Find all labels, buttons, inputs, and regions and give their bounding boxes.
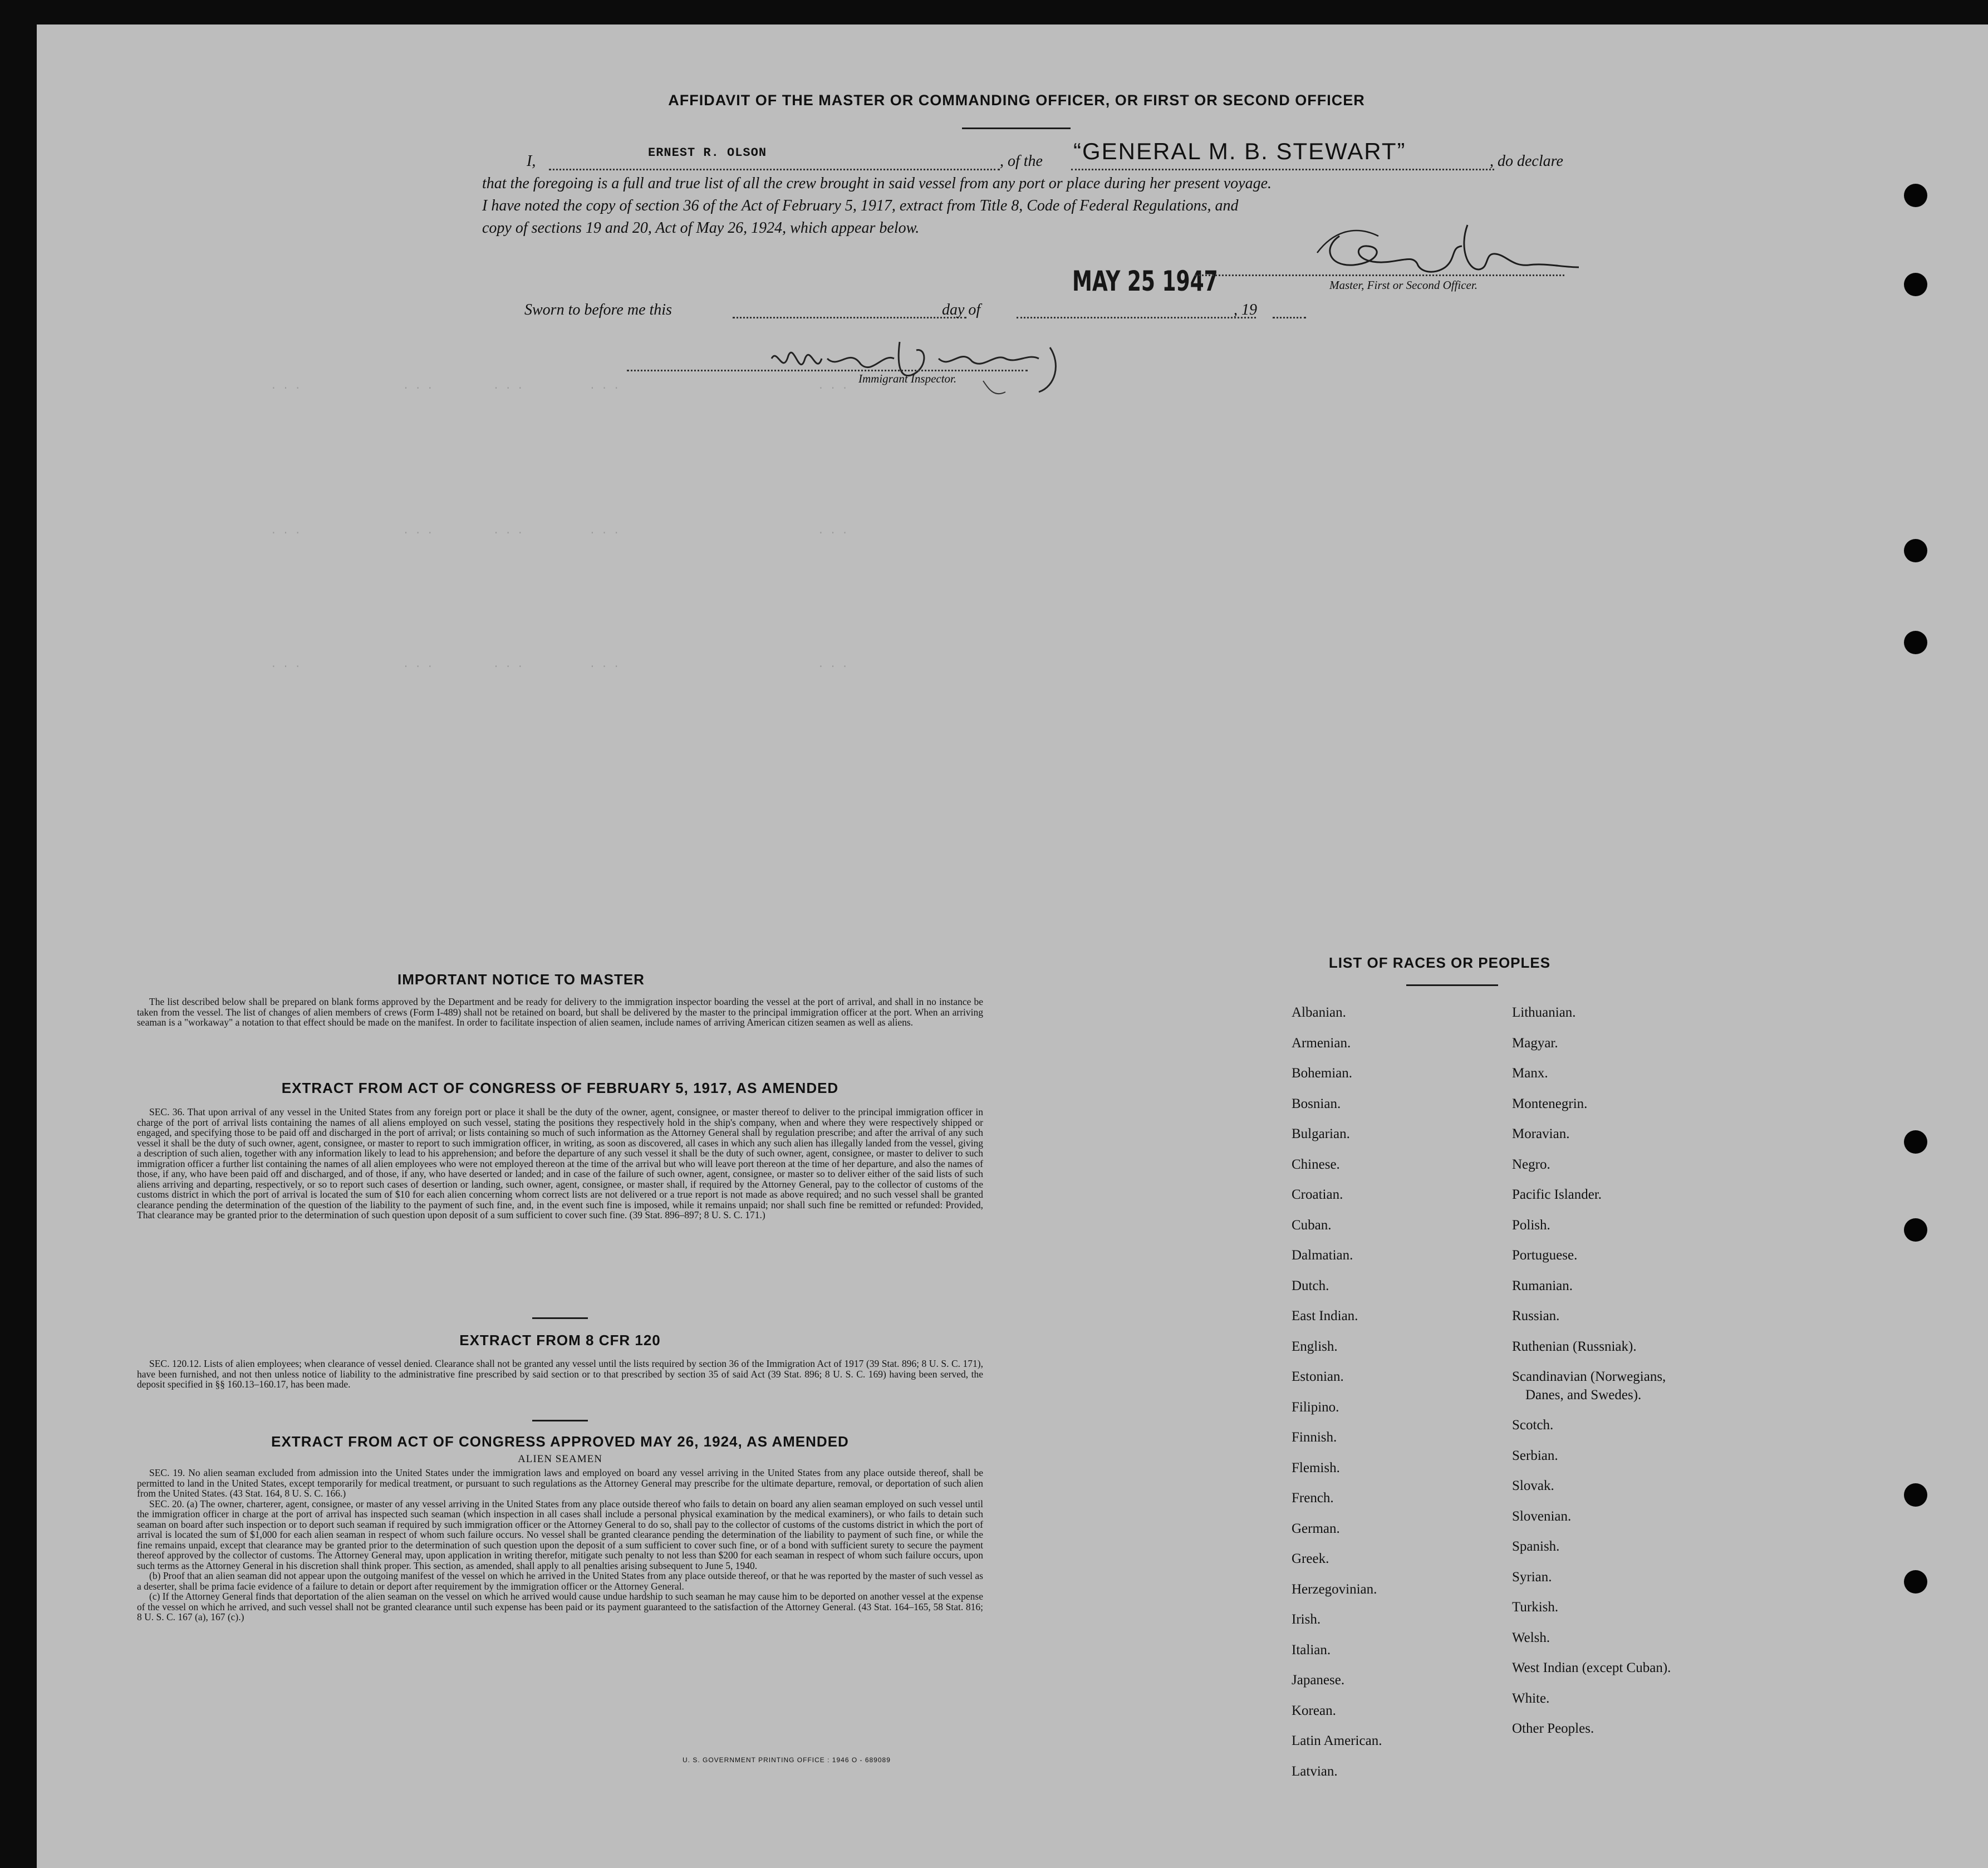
race-item: Portuguese. — [1512, 1248, 1578, 1263]
year-label: , 19 — [1234, 301, 1257, 318]
race-item: Magyar. — [1512, 1035, 1558, 1051]
race-item: English. — [1292, 1339, 1338, 1354]
race-item: Bosnian. — [1292, 1096, 1341, 1111]
notice-text: The list described below shall be prepared on blank forms approved by the Department and be ready for delivery to the immigration inspector boarding the vessel at the port of arrival, and shall in no instance be taken from the vessel. The list of changes of alien members of crews (Form I-489) shall not be retained on board, but shall be delivered by the master to the principal immigration officer at the port. When an arriving seaman is a "workaway" a notation to that effect should be made on the manifest. In order to facilitate inspection of alien seamen, include names of arriving American citizen seamen as well as aliens. — [137, 996, 983, 1028]
race-item: East Indian. — [1292, 1308, 1358, 1323]
race-item: Danes, and Swedes). — [1525, 1387, 1642, 1403]
affidavit-line-3: I have noted the copy of section 36 of the Act of February 5, 1917, extract from Title 8, Code of Federal Regulations, and — [482, 197, 1239, 214]
section-divider — [532, 1420, 588, 1421]
race-item: German. — [1292, 1521, 1340, 1536]
race-item: Greek. — [1292, 1551, 1329, 1566]
race-item: Pacific Islander. — [1512, 1187, 1602, 1202]
extract-8cfr-body — [137, 1359, 983, 1390]
race-item: Spanish. — [1512, 1539, 1560, 1554]
race-item: Cuban. — [1292, 1217, 1332, 1233]
i-label: I, — [527, 153, 536, 170]
races-right-column — [1512, 998, 1671, 1744]
extract-1917-title: EXTRACT FROM ACT OF CONGRESS OF FEBRUARY 5, 1917, AS AMENDED — [281, 1080, 839, 1096]
extract-1924-sec20a: SEC. 20. (a) The owner, charterer, agent, consignee, or master of any vessel arriving in the United States from any place outside thereof who fails to detain on board any alien seaman employed on such vessel until the immigration officer in charge at the port of arrival has inspected such seaman (which inspection in all cases shall include a personal physical examination by the medical examiners), or who fails to detain such seaman on board after such inspection or to deport such seaman if required by such immigration officer or the Attorney General to do so, shall pay to the collector of customs of the customs district in which the port of arrival is located the sum of $1,000 for each alien seaman in respect of whom such failure occurs. No vessel shall be granted clearance pending the determination of the liability to payment of such fine, or while the fine remains unpaid, except that clearance may be granted prior to the determination of such question upon the deposit of a sum sufficient to cover such fine, or of a bond with sufficient surety to secure the payment thereof approved by the collector of customs. The Attorney General may, upon application in writing therefor, mitigate such penalty to not less than $200 for each seaman in respect of whom such failure occurs, upon such terms as the Attorney General in his discretion shall think proper. This section, as amended, shall apply to all penalties arising subsequent to June 5, 1940. — [137, 1498, 983, 1571]
race-item: Bulgarian. — [1292, 1126, 1350, 1141]
sworn-year-line — [1273, 317, 1306, 318]
race-item: West Indian (except Cuban). — [1512, 1660, 1671, 1675]
officer-name-line — [549, 169, 1000, 170]
race-item: Armenian. — [1292, 1035, 1351, 1051]
extract-8cfr-text: SEC. 120.12. Lists of alien employees; when clearance of vessel denied. Clearance shall not be granted any vessel until the lists required by section 36 of the Immigration Act of 1917 (39 Stat. 896; 8 U. S. C. 171), have been furnished, and not then unless notice of liability to the administrative fine prescribed by said section or to that prescribed by section 35 of said Act (39 Stat. 896; 8 U. S. C. 169) having been served, the deposit specified in §§ 160.13–160.17, has been made. — [137, 1358, 983, 1390]
race-item: Dalmatian. — [1292, 1248, 1353, 1263]
extract-1924-sec20b: (b) Proof that an alien seaman did not appear upon the outgoing manifest of the vessel on which he arrived in the United States from any place outside thereof, or that he was reported by the master of such vessel as a deserter, shall be prima facie evidence of a failure to detain or deport after requirement by the immigration officer or the Attorney General. — [137, 1570, 983, 1592]
extract-1924-title: EXTRACT FROM ACT OF CONGRESS APPROVED MAY 26, 1924, AS AMENDED — [271, 1433, 849, 1450]
day-of-label: day of — [942, 301, 981, 318]
race-item: Scotch. — [1512, 1418, 1554, 1433]
extract-1924-sec20c: (c) If the Attorney General finds that deportation of the alien seaman on the vessel on which he arrived would cause undue hardship to such seaman he may cause him to be deported on another vessel at the expense of the vessel on which he arrived, and such vessel shall not be granted clearance until such expense has been paid or its payment guaranteed to the satisfaction of the Attorney General. (43 Stat. 164–165, 58 Stat. 816; 8 U. S. C. 167 (a), 167 (c).) — [137, 1591, 983, 1622]
affidavit-line-2: that the foregoing is a full and true list of all the crew brought in said vessel from any port or place during her present voyage. — [482, 175, 1272, 192]
race-item: French. — [1292, 1491, 1334, 1506]
race-item: Latin American. — [1292, 1733, 1382, 1748]
race-item: Polish. — [1512, 1217, 1550, 1233]
inspector-caption: Immigrant Inspector. — [858, 372, 957, 385]
race-item: Manx. — [1512, 1066, 1548, 1081]
race-item: Slovenian. — [1512, 1508, 1572, 1524]
notice-title: IMPORTANT NOTICE TO MASTER — [397, 971, 645, 988]
race-item: Lithuanian. — [1512, 1005, 1576, 1020]
race-item: Korean. — [1292, 1703, 1336, 1718]
sworn-day-line — [733, 317, 966, 318]
race-item: Bohemian. — [1292, 1066, 1353, 1081]
races-title: LIST OF RACES OR PEOPLES — [1328, 954, 1551, 971]
officer-signature — [1300, 214, 1579, 286]
binder-hole — [1904, 273, 1927, 296]
race-item: Ruthenian (Russniak). — [1512, 1339, 1637, 1354]
race-item: Moravian. — [1512, 1126, 1570, 1141]
extract-1917-body — [137, 1107, 983, 1220]
binder-hole — [1904, 631, 1927, 654]
extract-1924-body — [137, 1468, 983, 1622]
race-item: Flemish. — [1292, 1460, 1340, 1475]
race-item: Finnish. — [1292, 1430, 1337, 1445]
sworn-month-line — [1017, 317, 1256, 318]
date-stamp: MAY 25 1947 — [1072, 265, 1218, 297]
race-item: Turkish. — [1512, 1600, 1559, 1615]
binder-hole — [1904, 1570, 1927, 1594]
bleed-through-text: . . . . . . . . . . . . . . . — [271, 381, 848, 392]
race-item: Estonian. — [1292, 1369, 1344, 1384]
race-item: Herzegovinian. — [1292, 1581, 1377, 1597]
inspector-signature-line — [627, 370, 1028, 371]
race-item: Welsh. — [1512, 1630, 1550, 1645]
race-item: Rumanian. — [1512, 1278, 1573, 1293]
officer-caption: Master, First or Second Officer. — [1329, 278, 1477, 292]
bleed-through-text: . . . . . . . . . . . . . . . — [271, 526, 848, 537]
race-item: Italian. — [1292, 1642, 1331, 1658]
race-item: Chinese. — [1292, 1156, 1340, 1172]
printer-line: U. S. GOVERNMENT PRINTING OFFICE : 1946 O - 689089 — [683, 1756, 891, 1764]
officer-name: ERNEST R. OLSON — [648, 146, 767, 160]
section-divider — [532, 1317, 588, 1319]
of-the-label: , of the — [1000, 153, 1043, 170]
race-item: Latvian. — [1292, 1763, 1338, 1779]
do-declare-label: , do declare — [1490, 153, 1563, 170]
race-item: Dutch. — [1292, 1278, 1329, 1293]
sworn-label: Sworn to before me this — [524, 301, 672, 318]
bleed-through-text: . . . . . . . . . . . . . . . — [271, 659, 848, 670]
extract-1924-subtitle: ALIEN SEAMEN — [518, 1453, 602, 1465]
title-underline — [962, 128, 1071, 129]
affidavit-line-4: copy of sections 19 and 20, Act of May 26, 1924, which appear below. — [482, 219, 920, 237]
race-item: Albanian. — [1292, 1005, 1346, 1020]
vessel-name-line — [1071, 169, 1494, 170]
affidavit-title: AFFIDAVIT OF THE MASTER OR COMMANDING OFFICER, OR FIRST OR SECOND OFFICER — [668, 92, 1365, 109]
race-item: Croatian. — [1292, 1187, 1343, 1202]
binder-hole — [1904, 1483, 1927, 1507]
races-title-underline — [1406, 984, 1498, 986]
race-item: Slovak. — [1512, 1478, 1554, 1493]
notice-body — [137, 997, 983, 1028]
extract-1924-sec19: SEC. 19. No alien seaman excluded from admission into the United States under the immigration laws and employed on board any vessel arriving in the United States from any place outside thereof, shall be permitted to land in the United States, except temporarily for medical treatment, or pursuant to such regulations as the Attorney General may prescribe for the ultimate departure, removal, or deportation of such alien from the United States. (43 Stat. 164, 8 U. S. C. 166.) — [137, 1467, 983, 1499]
race-item: Montenegrin. — [1512, 1096, 1588, 1111]
race-item: Japanese. — [1292, 1673, 1345, 1688]
race-item: Filipino. — [1292, 1399, 1339, 1415]
binder-hole — [1904, 539, 1927, 562]
extract-8cfr-title: EXTRACT FROM 8 CFR 120 — [459, 1332, 661, 1349]
race-item: Scandinavian (Norwegians, — [1512, 1369, 1666, 1384]
race-item: Syrian. — [1512, 1569, 1552, 1585]
binder-hole — [1904, 184, 1927, 207]
vessel-name: “GENERAL M. B. STEWART” — [1073, 138, 1406, 164]
inspector-signature — [760, 325, 1072, 403]
race-item: Irish. — [1292, 1612, 1321, 1627]
binder-hole — [1904, 1130, 1927, 1154]
race-item: Serbian. — [1512, 1448, 1558, 1463]
extract-1917-text: SEC. 36. That upon arrival of any vessel in the United States from any foreign port or place it shall be the duty of the owner, agent, consignee, or master thereof to deliver to the principal immigration officer in charge of the port of arrival lists containing the names of all aliens employed on such vessel, stating the positions they respectively hold in the ship's company, when and where they were respectively shipped or engaged, and specifying those to be paid off and discharged in the port of arrival; or lists containing so much of such information as the Attorney General shall by regulation prescribe; and after the arrival of any such vessel it shall be the duty of such owner, agent, consignee, or master to report to such immigration officer, in writing, as soon as discovered, all cases in which any such alien has illegally landed from the vessel, giving a description of such alien, together with any information likely to lead to his apprehension; and before the departure of any such vessel it shall be the duty of such owner, agent, consignee, or master to deliver to such immigration officer a further list containing the names of all alien employees who were not employed thereon at the time of the arrival but who will leave port thereon at the time of her departure, and also the names of those, if any, who have been paid off and discharged, and of those, if any, who have deserted or landed; and in case of the failure of such owner, agent, consignee, or master so to deliver either of the said lists of such aliens arriving and departing, respectively, or so to report such cases of desertion or landing, such owner, agent, consignee, or master shall, if required by the Attorney General, pay to the collector of customs of the customs district in which the port of arrival is located the sum of $10 for each alien concerning whom correct lists are not delivered or a true report is not made as above required; and no such vessel shall be granted clearance pending the determination of the question of the liability to the payment of such fine, and, in the event such fine is imposed, while it remains unpaid; nor shall such fine be remitted or refunded: Provided, That clearance may be granted prior to the determination of such question upon deposit of a sum sufficient to cover such fine. (39 Stat. 896–897; 8 U. S. C. 171.) — [137, 1106, 983, 1220]
race-item: Negro. — [1512, 1156, 1550, 1172]
race-item: White. — [1512, 1690, 1550, 1706]
binder-hole — [1904, 1218, 1927, 1242]
races-left-column — [1292, 998, 1382, 1787]
form-sheet — [37, 24, 1988, 1868]
race-item: Other Peoples. — [1512, 1721, 1594, 1736]
race-item: Russian. — [1512, 1308, 1560, 1323]
